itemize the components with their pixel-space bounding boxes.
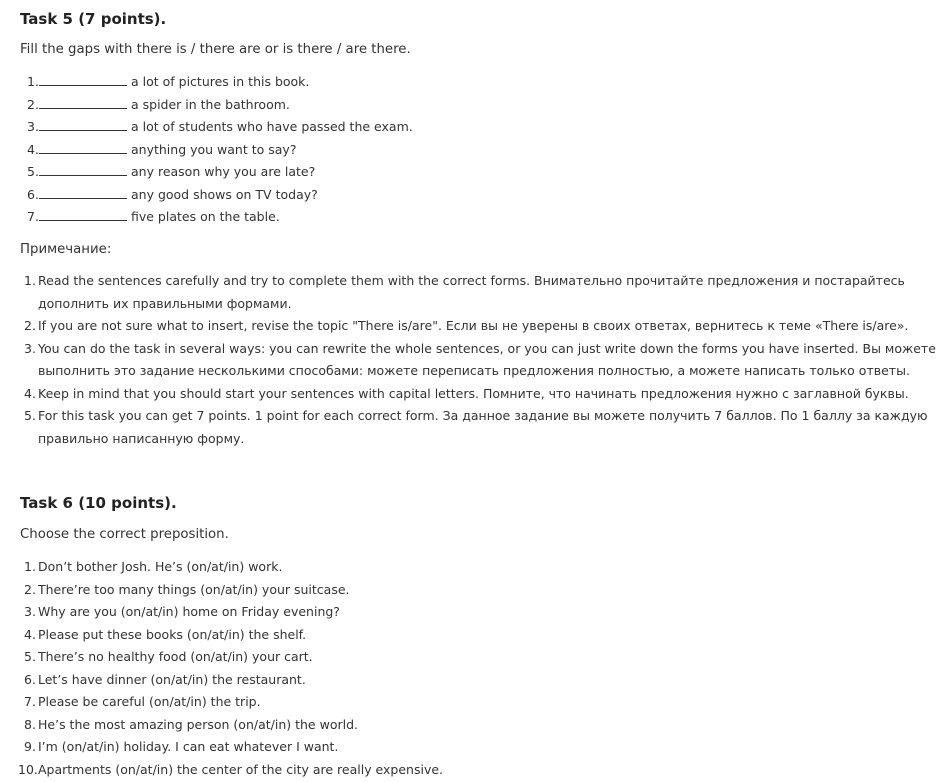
item-text: You can do the task in several ways: you can rewrite the whole sentences, or you can just write down the forms you have inserted. Вы можете — [38, 341, 936, 356]
list-item — [24, 338, 936, 360]
item-text: Keep in mind that you should start your sentences with capital letters. Помните, что начинать предложения нужно с заглавной буквы. — [38, 386, 909, 401]
item-number: 1. — [24, 559, 36, 574]
list-item — [24, 693, 261, 711]
item-number: 5. — [27, 164, 39, 179]
list-item — [24, 626, 306, 644]
list-item — [24, 558, 282, 576]
item-text: Don’t bother Josh. He’s (on/at/in) work. — [38, 559, 283, 574]
item-text: If you are not sure what to insert, revise the topic "There is/are". Если вы не уверены в своих ответах, вернитесь к теме «There is/are». — [38, 318, 909, 333]
item-number: 4. — [24, 386, 36, 401]
item-number: 7. — [27, 209, 39, 224]
item-number: 2. — [27, 97, 39, 112]
list-item — [27, 73, 309, 91]
answer-blank[interactable] — [39, 141, 127, 154]
list-item — [24, 603, 340, 621]
item-text: Please be careful (on/at/in) the trip. — [38, 694, 261, 709]
list-item — [24, 716, 358, 734]
list-item — [24, 648, 313, 666]
list-item — [24, 671, 306, 689]
item-number: 7. — [24, 694, 36, 709]
item-text: Why are you (on/at/in) home on Friday evening? — [38, 604, 340, 619]
list-item — [27, 208, 280, 226]
list-item — [24, 270, 905, 292]
answer-blank[interactable] — [39, 163, 127, 176]
item-text: Read the sentences carefully and try to complete them with the correct forms. Внимательно прочитайте предложения и постарайтесь — [38, 273, 905, 288]
answer-blank[interactable] — [39, 186, 127, 199]
item-text: Please put these books (on/at/in) the shelf. — [38, 627, 307, 642]
item-text: five plates on the table. — [131, 209, 280, 224]
item-text: anything you want to say? — [131, 142, 297, 157]
item-number: 5. — [24, 649, 36, 664]
item-text: Apartments (on/at/in) the center of the city are really expensive. — [38, 762, 444, 777]
item-text: I’m (on/at/in) holiday. I can eat whatever I want. — [38, 739, 339, 754]
item-text-continued: правильно написанную форму. — [38, 431, 245, 446]
item-text: a lot of students who have passed the exam. — [131, 119, 413, 134]
item-text: There’s no healthy food (on/at/in) your cart. — [38, 649, 313, 664]
list-item — [27, 186, 318, 204]
item-number: 4. — [27, 142, 39, 157]
list-item — [27, 141, 296, 159]
answer-blank[interactable] — [39, 73, 127, 86]
item-number: 3. — [24, 341, 36, 356]
list-item — [18, 761, 443, 779]
item-number: 2. — [24, 318, 36, 333]
list-item — [27, 96, 290, 114]
item-number: 4. — [24, 627, 36, 642]
answer-blank[interactable] — [39, 118, 127, 131]
item-number: 10. — [18, 762, 38, 777]
item-text: any reason why you are late? — [131, 164, 316, 179]
item-number: 1. — [27, 74, 39, 89]
list-item — [24, 405, 928, 427]
task6-title: Task 6 (10 points). — [20, 494, 177, 512]
item-number: 3. — [24, 604, 36, 619]
item-text: He’s the most amazing person (on/at/in) the world. — [38, 717, 358, 732]
answer-blank[interactable] — [39, 96, 127, 109]
item-number: 8. — [24, 717, 36, 732]
list-item — [27, 163, 315, 181]
item-text-continued: дополнить их правильными формами. — [38, 296, 292, 311]
item-number: 2. — [24, 582, 36, 597]
item-text: For this task you can get 7 points. 1 point for each correct form. За данное задание вы можете получить 7 баллов. По 1 баллу за каждую — [38, 408, 928, 423]
task5-instruction: Fill the gaps with there is / there are or is there / are there. — [20, 42, 411, 57]
item-number: 6. — [27, 187, 39, 202]
item-text: Let’s have dinner (on/at/in) the restaurant. — [38, 672, 306, 687]
task6-instruction: Choose the correct preposition. — [20, 527, 229, 542]
answer-blank[interactable] — [39, 208, 127, 221]
item-number: 1. — [24, 273, 36, 288]
list-item — [27, 118, 413, 136]
list-item — [24, 738, 338, 756]
item-text: any good shows on TV today? — [131, 187, 318, 202]
item-text: There’re too many things (on/at/in) your suitcase. — [38, 582, 350, 597]
item-text: a spider in the bathroom. — [131, 97, 290, 112]
item-text: a lot of pictures in this book. — [131, 74, 310, 89]
note-label: Примечание: — [20, 242, 112, 257]
item-number: 5. — [24, 408, 36, 423]
list-item — [24, 581, 350, 599]
item-text-continued: выполнить это задание несколькими способами: можете переписать предложения полностью, а можете написать только ответы. — [38, 363, 910, 378]
item-number: 6. — [24, 672, 36, 687]
task5-title: Task 5 (7 points). — [20, 10, 167, 28]
list-item — [24, 383, 909, 405]
item-number: 3. — [27, 119, 39, 134]
list-item — [24, 315, 908, 337]
item-number: 9. — [24, 739, 36, 754]
